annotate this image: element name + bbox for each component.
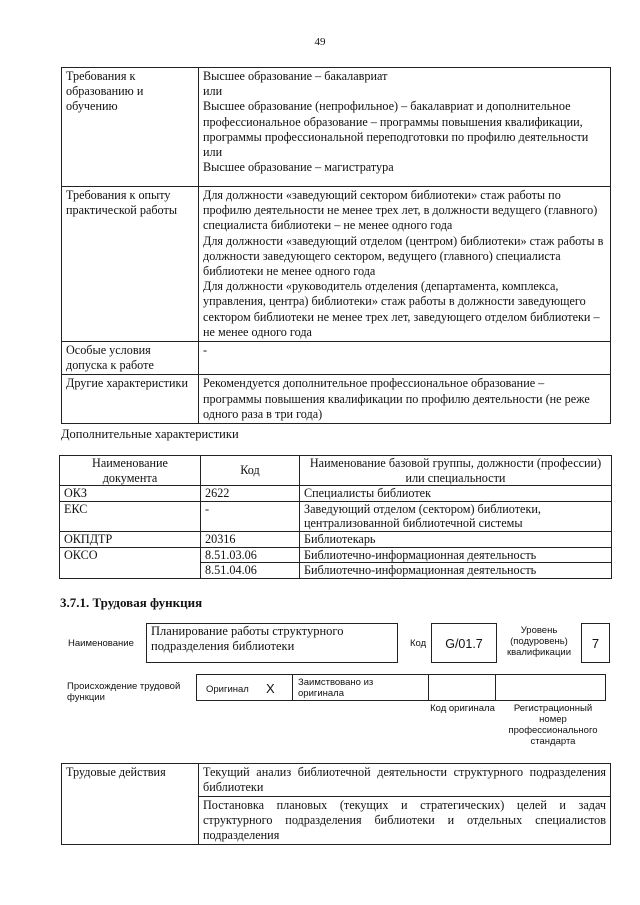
- table-cell: -: [201, 501, 300, 531]
- section-title: 3.7.1. Трудовая функция: [60, 595, 203, 610]
- additional-table: [59, 455, 612, 579]
- reg-number-label: Регистрационный номер профессионального стандарта: [508, 703, 598, 747]
- text-line: Высшее образование – магистратура: [203, 160, 394, 175]
- column-header: Наименование документа: [60, 456, 201, 486]
- divider: [495, 674, 496, 701]
- page-number: 49: [314, 36, 326, 48]
- row-value: [199, 187, 611, 342]
- borrowed-label: Заимствовано из оригинала: [298, 677, 374, 699]
- row-label: Требования к образованию и обучению: [62, 68, 199, 187]
- table-row: [60, 501, 612, 531]
- table-row: [62, 764, 611, 797]
- table-cell: Специалисты библиотек: [300, 486, 612, 502]
- column-header: Код: [201, 456, 300, 486]
- row-label: Требования к опыту практической работы: [62, 187, 199, 342]
- row-label: Другие характеристики: [62, 375, 199, 424]
- divider: [292, 674, 293, 701]
- table-row: [62, 375, 611, 424]
- table-row: [60, 547, 612, 563]
- table-row: [60, 486, 612, 502]
- table-row: [62, 68, 611, 187]
- table-row: [60, 531, 612, 547]
- text-line: или: [203, 145, 223, 160]
- row-label: Трудовые действия: [62, 764, 199, 845]
- origin-label: Происхождение трудовой функции: [67, 681, 181, 703]
- function-code-label: Код: [410, 638, 427, 649]
- column-header: Наименование базовой группы, должности (профессии) или специальности: [300, 456, 612, 486]
- original-label: Оригинал: [206, 684, 249, 695]
- text-line: Высшее образование – бакалавриат: [203, 69, 388, 83]
- table-cell: 8.51.03.06: [201, 547, 300, 563]
- text-line: Высшее образование (непрофильное) – бакалавриат и дополнительное профессиональное образование – программы повышения квалификации, программы профессиональной переподготовки по профилю деятельности: [203, 99, 589, 144]
- labor-actions-table: [61, 763, 611, 845]
- row-value: -: [199, 342, 611, 375]
- divider: [428, 674, 429, 701]
- function-level-value: 7: [581, 623, 610, 663]
- text-line: Для должности «руководитель отделения (департамента, комплекса, управления, центра) библиотеки» стаж работы в должности заведующего сектором библиотеки не менее трех лет, заведующего отделом библиотеки – не менее одного года: [203, 279, 600, 339]
- table-cell: 8.51.04.06: [201, 563, 300, 579]
- function-level-label: Уровень (подуровень) квалификации: [506, 625, 572, 658]
- text-line: или: [203, 84, 223, 99]
- table-cell: 2622: [201, 486, 300, 502]
- table-cell: Заведующий отделом (сектором) библиотеки, централизованной библиотечной системы: [300, 501, 612, 531]
- row-label: Особые условия допуска к работе: [62, 342, 199, 375]
- table-cell: ОКЗ: [60, 486, 201, 502]
- table-header-row: [60, 456, 612, 486]
- table-cell: Текущий анализ библиотечной деятельности структурного подразделения библиотеки: [199, 764, 611, 797]
- table-cell: ЕКС: [60, 501, 201, 531]
- function-code-value: G/01.7: [431, 623, 497, 663]
- table-cell: Библиотекарь: [300, 531, 612, 547]
- row-value: [199, 68, 611, 187]
- table-row: [62, 342, 611, 375]
- text-line: Для должности «заведующий сектором библиотеки» стаж работы по профилю деятельности не менее трех лет, в должности ведущего (главного) специалиста библиотеки – не менее одного года: [203, 188, 598, 233]
- function-name-label: Наименование: [68, 638, 134, 649]
- table-row: [62, 187, 611, 342]
- table-cell: ОКСО: [60, 547, 201, 563]
- code-original-label: Код оригинала: [430, 703, 495, 714]
- origin-box: [196, 674, 606, 701]
- text-line: Для должности «заведующий отделом (центром) библиотеки» стаж работы в должности заведующего сектором, ведущего (главного) специалиста библиотеки не менее одного года: [203, 233, 604, 279]
- table-cell: Библиотечно-информационная деятельность: [300, 563, 612, 579]
- additional-caption: Дополнительные характеристики: [61, 427, 239, 441]
- function-name-value: Планирование работы структурного подразделения библиотеки: [146, 623, 398, 663]
- row-value: Рекомендуется дополнительное профессиональное образование – программы повышения квалификации по профилю деятельности (не реже одного раза в три года): [199, 375, 611, 424]
- requirements-table: [61, 67, 611, 424]
- table-cell: ОКПДТР: [60, 531, 201, 547]
- table-cell: Постановка плановых (текущих и стратегических) целей и задач структурного подразделения библиотеки и отдельных специалистов подразделения: [199, 797, 611, 845]
- table-cell: 20316: [201, 531, 300, 547]
- table-cell: Библиотечно-информационная деятельность: [300, 547, 612, 563]
- table-cell: [60, 563, 201, 579]
- table-row: [60, 563, 612, 579]
- original-mark: X: [266, 681, 275, 696]
